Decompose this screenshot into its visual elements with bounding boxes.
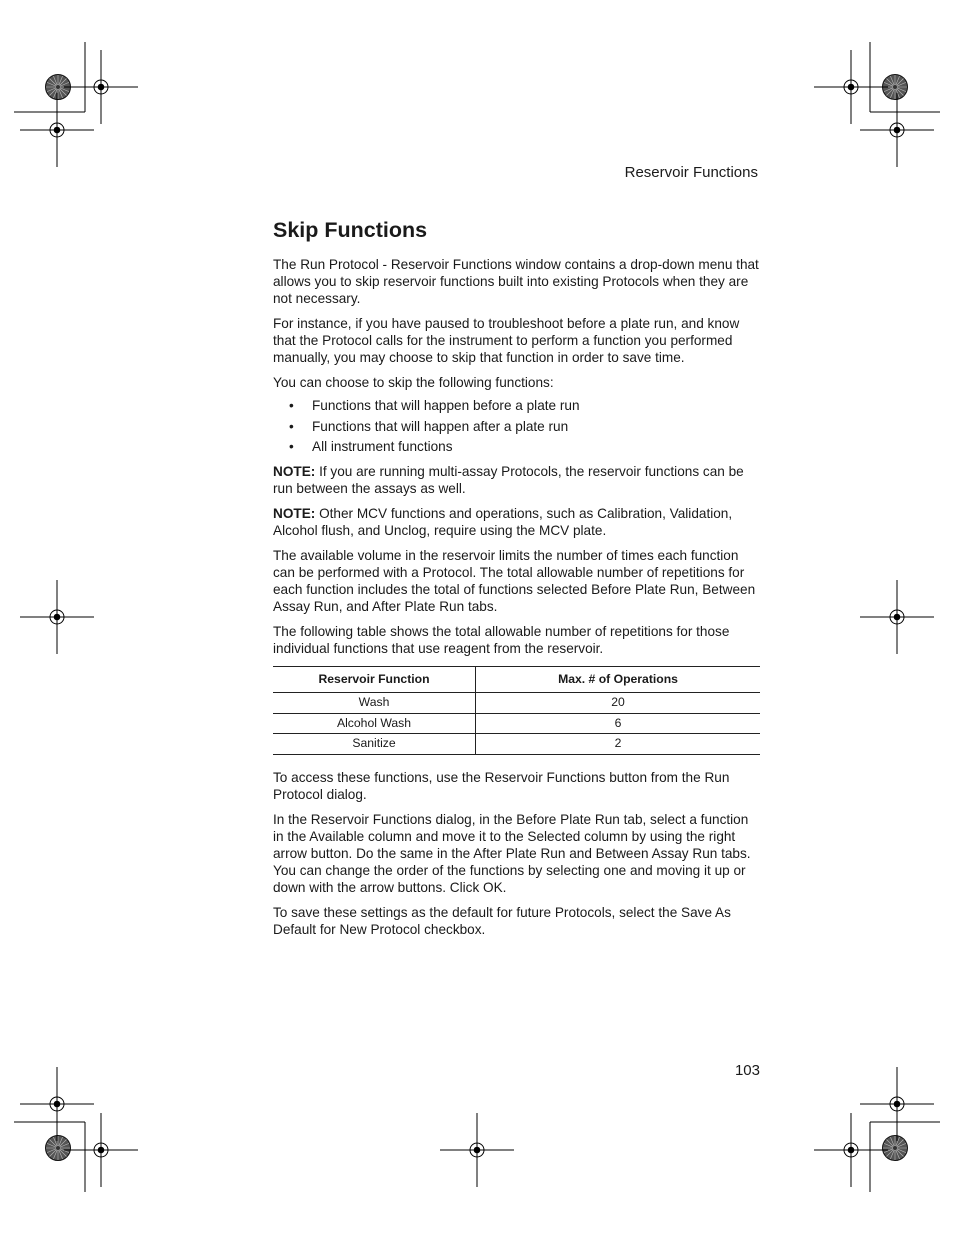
table-cell: Alcohol Wash	[273, 713, 476, 734]
table-row	[273, 734, 760, 755]
table-cell: 6	[476, 713, 761, 734]
registration-mark-icon	[814, 1113, 888, 1187]
intro-paragraph: The Run Protocol - Reservoir Functions window contains a drop-down menu that allows you to skip reservoir functions built into existing Protocols when they are not necessary.	[273, 257, 759, 306]
note-text: Other MCV functions and operations, such as Calibration, Validation, Alcohol flush, and Unclog, require using the MCV plate.	[273, 506, 733, 538]
registration-mark-icon	[440, 1113, 514, 1187]
table-cell: Wash	[273, 693, 476, 714]
registration-burst-icon	[46, 1136, 71, 1161]
body-paragraph: The following table shows the total allowable number of repetitions for those individual functions that use reagent from the reservoir.	[273, 624, 730, 656]
list-item: • Functions that will happen before a plate run	[273, 397, 760, 414]
registration-mark-icon	[860, 1067, 934, 1141]
skip-functions-list	[273, 397, 760, 455]
page-content	[273, 216, 760, 946]
page-number: 103	[734, 1062, 760, 1079]
table-cell: 2	[476, 734, 761, 755]
note-text: If you are running multi-assay Protocols, the reservoir functions can be run between the assays as well.	[273, 464, 744, 496]
note-label: NOTE:	[273, 464, 316, 479]
intro-paragraph: You can choose to skip the following functions:	[273, 375, 554, 390]
registration-mark-icon	[20, 93, 94, 167]
body-paragraph: The available volume in the reservoir limits the number of times each function can be performed with a Protocol. The total allowable number of repetitions for each function includes the total of functions selected Before Plate Run, Between Assay Run, and After Plate Run tabs.	[273, 548, 756, 614]
list-item: • All instrument functions	[273, 438, 760, 455]
registration-mark-icon	[860, 580, 934, 654]
note	[273, 463, 760, 497]
table-header-row	[273, 667, 760, 693]
reservoir-operations-table	[273, 666, 760, 755]
registration-mark-icon	[64, 1113, 138, 1187]
registration-mark-icon	[20, 1067, 94, 1141]
table-row	[273, 713, 760, 734]
body-paragraph: To access these functions, use the Reservoir Functions button from the Run Protocol dialog.	[273, 769, 730, 802]
running-header: Reservoir Functions	[624, 164, 758, 181]
intro-paragraph: For instance, if you have paused to troubleshoot before a plate run, and know that the Protocol calls for the instrument to perform a function you performed manually, you may choose to skip that function in order to save time.	[273, 316, 740, 365]
note	[273, 505, 760, 539]
list-item: • Functions that will happen after a plate run	[273, 418, 760, 435]
table-cell: 20	[476, 693, 761, 714]
column-header: Reservoir Function	[273, 667, 476, 693]
note-label: NOTE:	[273, 506, 316, 521]
section-title: Skip Functions	[273, 218, 428, 242]
table-cell: Sanitize	[273, 734, 476, 755]
registration-mark-icon	[20, 580, 94, 654]
registration-mark-icon	[860, 93, 934, 167]
table-row	[273, 693, 760, 714]
column-header: Max. # of Operations	[476, 667, 761, 693]
registration-mark-icon	[814, 50, 888, 124]
registration-mark-icon	[64, 50, 138, 124]
body-paragraph: In the Reservoir Functions dialog, in the Before Plate Run tab, select a function in the Available column and move it to the Selected column by using the right arrow button. Do the same in the After Plate Run and Between Assay Run tabs. You can change the order of the functions by selecting one and moving it up or down with the arrow buttons. Click OK.	[273, 811, 751, 895]
body-paragraph: To save these settings as the default for future Protocols, select the Save As Default for New Protocol checkbox.	[273, 904, 731, 937]
registration-burst-icon	[883, 1136, 908, 1161]
